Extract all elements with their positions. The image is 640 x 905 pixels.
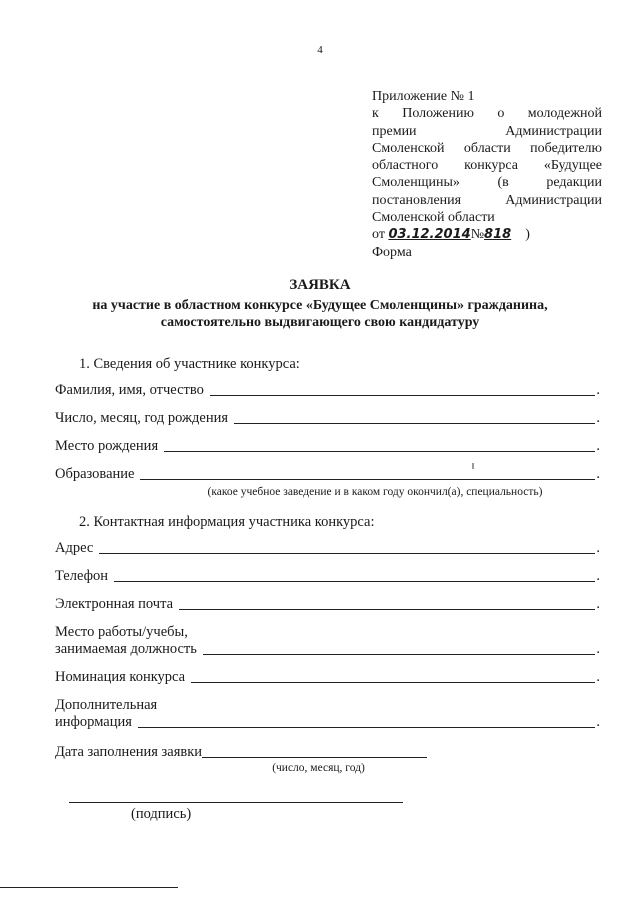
appendix-line: постановления Администрации: [372, 192, 602, 208]
phone-input-line[interactable]: [114, 580, 595, 582]
period: .: [596, 714, 600, 730]
field-label: Телефон: [55, 568, 108, 584]
subtitle-line: на участие в областном конкурсе «Будущее Смоленщины» гражданина,: [92, 298, 548, 313]
period: .: [596, 596, 600, 612]
fill-date-input-line[interactable]: [202, 756, 427, 758]
footnote-separator: [0, 887, 178, 888]
pen-mark-icon: [471, 456, 475, 462]
field-nomination: [55, 669, 600, 686]
date-suffix: ): [525, 227, 530, 243]
appendix-date-line: [372, 226, 602, 243]
nomination-input-line[interactable]: [191, 681, 595, 683]
date-prefix: от: [372, 227, 385, 243]
birth-place-input-line[interactable]: [164, 450, 595, 452]
field-phone: [55, 568, 600, 585]
section1-heading: 1. Сведения об участнике конкурса:: [79, 356, 300, 372]
address-input-line[interactable]: [99, 552, 595, 554]
field-label: Образование: [55, 466, 135, 482]
field-label: Номинация конкурса: [55, 669, 186, 685]
appendix-block: [372, 88, 602, 261]
form-label: Форма: [372, 244, 412, 260]
field-label: Дата заполнения заявки: [55, 744, 203, 760]
education-input-line[interactable]: [140, 478, 595, 480]
appendix-line: Смоленской области победителю: [372, 140, 602, 156]
period: .: [596, 641, 600, 657]
document-title: ЗАЯВКА: [289, 277, 351, 293]
field-birth-date: [55, 410, 600, 427]
field-education: [55, 466, 600, 483]
signature-line[interactable]: [69, 802, 403, 803]
handwritten-number: 818: [484, 227, 512, 243]
work-input-line[interactable]: [203, 653, 595, 655]
number-prefix: №: [470, 227, 485, 243]
appendix-line: к Положению о молодежной: [372, 106, 602, 122]
field-fio: [55, 382, 600, 399]
handwritten-date: 03.12.2014: [388, 227, 471, 243]
period: .: [596, 382, 600, 398]
field-extra: [55, 714, 600, 731]
subtitle-line: самостоятельно выдвигающего свою кандидатуру: [160, 315, 480, 330]
period: .: [596, 410, 600, 426]
field-label: Место рождения: [55, 438, 159, 454]
birth-date-input-line[interactable]: [234, 422, 595, 424]
period: .: [596, 568, 600, 584]
education-hint: (какое учебное заведение и в каком году окончил(а), специальность): [207, 486, 543, 498]
appendix-line: премии Администрации: [372, 123, 602, 139]
extra-label-line1: Дополнительная: [55, 697, 158, 713]
period: .: [596, 669, 600, 685]
document-subtitle: [40, 297, 600, 331]
field-label: информация: [55, 714, 132, 730]
period: .: [596, 466, 600, 482]
fill-date-hint: (число, месяц, год): [272, 762, 365, 774]
appendix-line: Приложение № 1: [372, 89, 475, 104]
field-address: [55, 540, 600, 557]
field-email: [55, 596, 600, 613]
period: .: [596, 540, 600, 556]
field-label: Число, месяц, год рождения: [55, 410, 229, 426]
appendix-line: областного конкурса «Будущее: [372, 158, 602, 174]
page-number: 4: [317, 44, 323, 56]
field-label: Электронная почта: [55, 596, 174, 612]
field-label: Фамилия, имя, отчество: [55, 382, 204, 398]
appendix-line: Смоленской области: [372, 210, 495, 226]
period: .: [596, 438, 600, 454]
work-label-line1: Место работы/учебы,: [55, 624, 188, 640]
email-input-line[interactable]: [179, 608, 595, 610]
field-label: занимаемая должность: [55, 641, 197, 657]
signature-hint: (подпись): [131, 806, 192, 822]
section2-heading: 2. Контактная информация участника конкурса:: [79, 514, 375, 530]
field-fill-date: [55, 744, 427, 761]
appendix-line: Смоленщины» (в редакции: [372, 175, 602, 191]
extra-input-line[interactable]: [138, 726, 595, 728]
field-work: [55, 641, 600, 658]
field-birth-place: [55, 438, 600, 455]
fio-input-line[interactable]: [210, 394, 596, 396]
field-label: Адрес: [55, 540, 94, 556]
